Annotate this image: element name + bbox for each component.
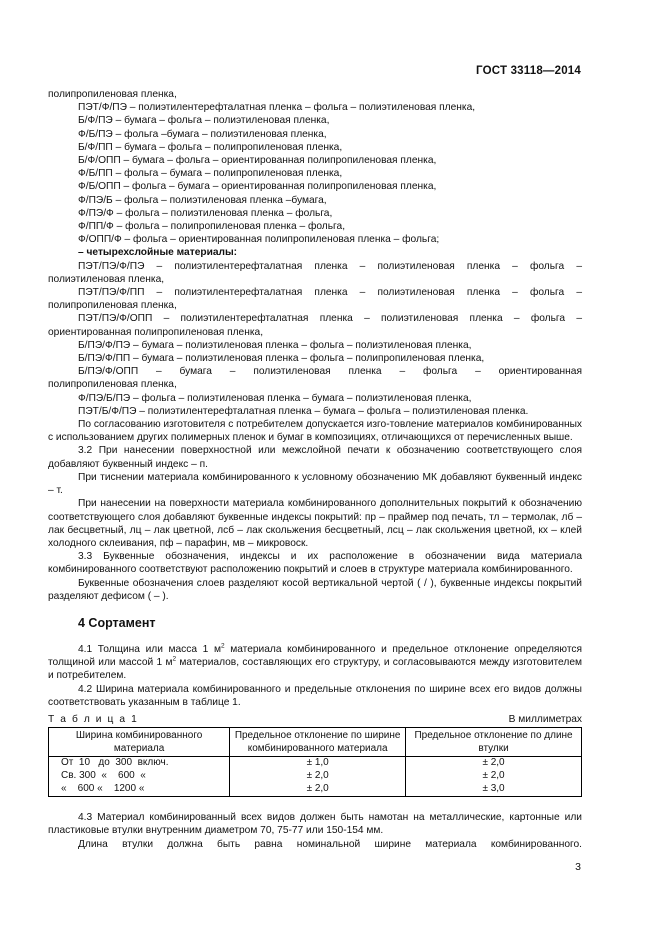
table-cell: ± 3,0 bbox=[406, 783, 582, 797]
paragraph-3-2: 3.2 При нанесении поверхностной или межслойной печати к обозначению соответствующего слоя добавляют буквенный индекс – п. bbox=[48, 445, 582, 470]
paragraph-4-3: 4.3 Материал комбинированный всех видов должен быть намотан на металлические, картонные или пластиковые втулки внутренним диаметром 70, 75-77 или 150-154 мм. bbox=[48, 812, 582, 837]
table-header: Ширина комбинированного материала bbox=[49, 728, 230, 757]
text-line: ПЭТ/Ф/ПЭ – полиэтилентерефталатная пленка – фольга – полиэтиленовая пленка, bbox=[78, 102, 476, 114]
paragraph-agreement: По согласованию изготовителя с потребителем допускается изго-товление материалов комбинированных с использованием других полимерных пленок и бумаг в композициях, отличающихся от перечисленных выше. bbox=[48, 419, 582, 444]
paragraph-4-2: 4.2 Ширина материала комбинированного и предельные отклонения по ширине всех его видов должны соответствовать указанным в таблице 1. bbox=[48, 683, 582, 708]
paragraph-4-1: 4.1 Толщина или масса 1 $м^2$ материала комбинированного и предельное отклонение определяются толщиной или массой 1 $м^2$ материалов, составляющих его структуру, и согласовываются между изготовителем и потребителем. bbox=[48, 642, 583, 682]
text-line: Ф/Б/ПЭ – фольга –бумага – полиэтиленовая пленка, bbox=[78, 128, 327, 140]
text-line: Б/ПЭ/Ф/ОПП – бумага – полиэтиленовая пленка – фольга – ориентированная bbox=[78, 366, 582, 378]
text-line: Б/Ф/ОПП – бумага – фольга – ориентированная полипропиленовая пленка, bbox=[78, 155, 437, 167]
table-cell: ± 1,0 bbox=[230, 757, 406, 771]
table-row bbox=[49, 757, 582, 771]
section-title: 4 Сортамент bbox=[78, 615, 156, 630]
four-layer-heading: – четырехслойные материалы: bbox=[78, 247, 238, 259]
page-number: 3 bbox=[575, 861, 581, 873]
table-label: Т а б л и ц а 1 bbox=[48, 713, 139, 725]
table-header: Предельное отклонение по ширине комбинированного материала bbox=[230, 728, 406, 757]
document-code: ГОСТ 33118—2014 bbox=[476, 65, 581, 77]
paragraph-embossing: При тиснении материала комбинированного к условному обозначению МК добавляют буквенный индекс – т. bbox=[48, 471, 582, 497]
text-line: полипропиленовая пленка, bbox=[48, 89, 177, 100]
text-line: Ф/ПП/Ф – фольга – полипропиленовая пленка – фольга, bbox=[78, 221, 346, 233]
text-line: Ф/ПЭ/Б – фольга – полиэтиленовая пленка –бумага, bbox=[78, 194, 327, 206]
table-cell: ± 2,0 bbox=[406, 757, 582, 771]
text-line: ПЭТ/ПЭ/Ф/ПП – полиэтилентерефталатная пленка – полиэтиленовая пленка – фольга – bbox=[78, 287, 582, 299]
paragraph-sleeve-length: Длина втулки должна быть равна номинальной ширине материала комбинированного. bbox=[78, 838, 582, 850]
table-caption-row bbox=[48, 713, 582, 726]
text-line: Б/ПЭ/Ф/ПЭ – бумага – полиэтиленовая пленка – фольга – полиэтиленовая пленка, bbox=[78, 339, 472, 351]
paragraph-3-3: 3.3 Буквенные обозначения, индексы и их расположение в обозначении вида материала комбинированного соответствуют расположению покрытий и слоев в структуре материала комбинированного. bbox=[48, 551, 582, 576]
text-line: Ф/ОПП/Ф – фольга – ориентированная полипропиленовая пленка – фольга; bbox=[78, 234, 440, 246]
table-cell: ± 2,0 bbox=[230, 783, 406, 797]
text-line: ПЭТ/ПЭ/Ф/ОПП – полиэтилентерефталатная пленка – полиэтиленовая пленка – фольга – bbox=[78, 313, 582, 325]
table-cell: ± 2,0 bbox=[230, 770, 406, 783]
text-line: Б/Ф/ПП – бумага – фольга – полипропиленовая пленка, bbox=[78, 141, 343, 153]
table-cell: От 10 до 300 включ. bbox=[49, 757, 230, 771]
text-line: Б/ПЭ/Ф/ПП – бумага – полиэтиленовая пленка – фольга – полипропиленовая пленка, bbox=[78, 353, 485, 365]
paragraph-coatings: При нанесении на поверхности материала комбинированного дополнительных покрытий к обозначению соответствующего слоя добавляют буквенные индексы покрытий: пр – праймер под печать, тл – термолак, лб – лак бесцветный, лц – лак цветной, лсб – лак скольжения бесцветный, лсц – лак скольжения цветной, кх – клей холодного склеивания, пф – парафин, мв – микровоск. bbox=[48, 498, 582, 549]
text-line: Ф/ПЭ/Б/ПЭ – фольга – полиэтиленовая пленка – бумага – полиэтиленовая пленка, bbox=[78, 392, 472, 404]
paragraph-separators: Буквенные обозначения слоев разделяют косой вертикальной чертой ( / ), буквенные индексы покрытий разделяют дефисом ( – ). bbox=[48, 577, 582, 602]
table-unit: В миллиметрах bbox=[508, 713, 582, 725]
table-row bbox=[49, 783, 582, 797]
text-line: Б/Ф/ПЭ – бумага – фольга – полиэтиленовая пленка, bbox=[78, 115, 330, 127]
table-row bbox=[49, 770, 582, 783]
text-line: ориентированная полипропиленовая пленка, bbox=[48, 326, 264, 338]
text-line: ПЭТ/Б/Ф/ПЭ – полиэтилентерефталатная пленка – бумага – фольга – полиэтиленовая пленка. bbox=[78, 405, 529, 417]
text-line: полиэтиленовая пленка, bbox=[48, 273, 165, 285]
page-body bbox=[48, 88, 582, 851]
table-header: Предельное отклонение по длине втулки bbox=[406, 728, 582, 757]
text-line: Ф/Б/ОПП – фольга – бумага – ориентированная полипропиленовая пленка, bbox=[78, 181, 437, 193]
width-tolerance-table bbox=[48, 727, 582, 797]
text-line: полипропиленовая пленка, bbox=[48, 379, 177, 391]
text-line: полипропиленовая пленка, bbox=[48, 300, 177, 312]
table-cell: « 600 « 1200 « bbox=[49, 783, 230, 797]
text-line: ПЭТ/ПЭ/Ф/ПЭ – полиэтилентерефталатная пленка – полиэтиленовая пленка – фольга – bbox=[78, 260, 582, 272]
table-cell: Св. 300 « 600 « bbox=[49, 770, 230, 783]
text-line: Ф/Б/ПП – фольга – бумага – полипропиленовая пленка, bbox=[78, 168, 343, 180]
table-cell: ± 2,0 bbox=[406, 770, 582, 783]
text-line: Ф/ПЭ/Ф – фольга – полиэтиленовая пленка – фольга, bbox=[78, 207, 333, 219]
